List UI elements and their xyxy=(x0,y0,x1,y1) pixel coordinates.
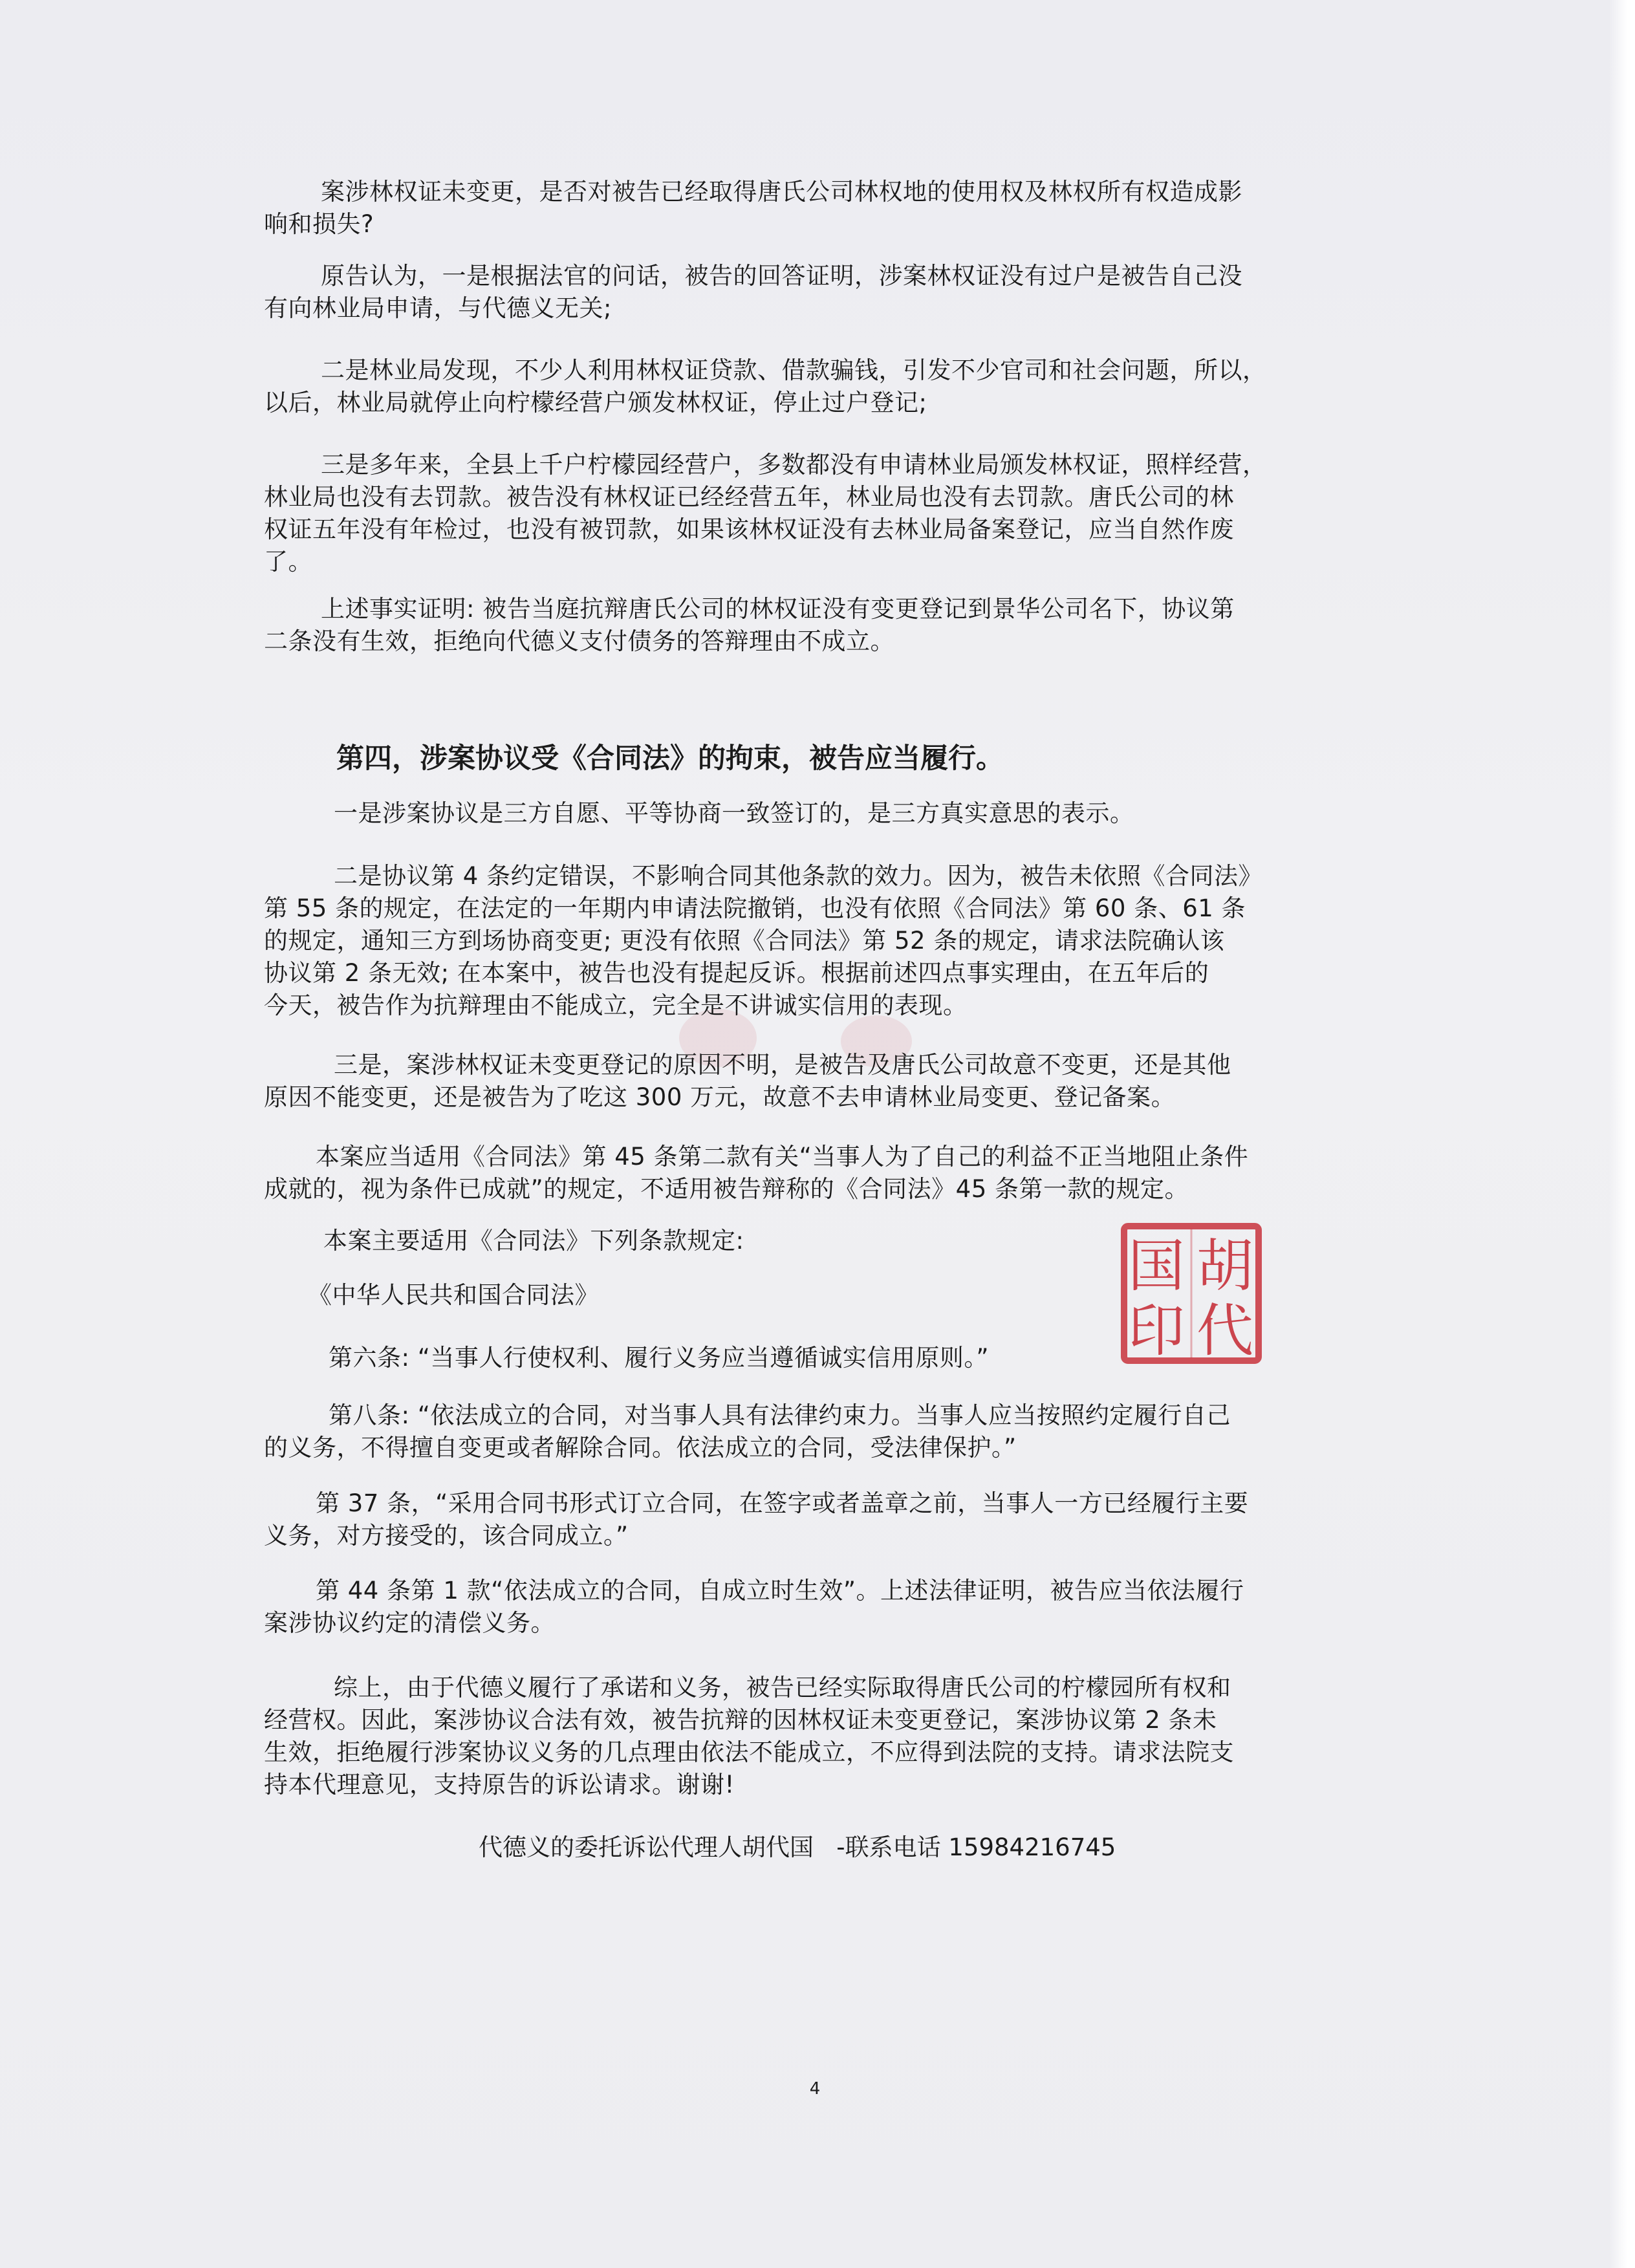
paragraph-13: 第六条: “当事人行使权利、履行义务应当遵循诚实信用原则。” xyxy=(329,1344,990,1372)
paragraph-15: 第 37 条，“采用合同书形式订立合同，在签字或者盖章之前，当事人一方已经履行主要 义务，对方接受的，该合同成立。” xyxy=(264,1489,1249,1550)
page-number: 4 xyxy=(809,2079,821,2099)
page-edge xyxy=(1609,0,1635,2268)
red-seal-stamp xyxy=(1119,1221,1264,1366)
paragraph-10: 本案应当适用《合同法》第 45 条第二款有关“当事人为了自己的利益不正当地阻止条件 成就的，视为条件已成就”的规定，不适用被告辩称的《合同法》45 条第一款的规定。 xyxy=(264,1143,1249,1203)
seal-char: 国 xyxy=(1127,1233,1186,1299)
seal-char: 胡 xyxy=(1196,1233,1254,1299)
seal-char: 印 xyxy=(1127,1297,1186,1364)
signature-line: 代德义的委托诉讼代理人胡代国 -联系电话 15984216745 xyxy=(479,1833,1116,1861)
section-heading: 第四，涉案协议受《合同法》的拘束，被告应当履行。 xyxy=(336,742,1004,775)
seal-char: 代 xyxy=(1196,1297,1254,1364)
paragraph-17: 综上，由于代德义履行了承诺和义务，被告已经实际取得唐氏公司的柠檬园所有权和 经营权。因此，案涉协议合法有效，被告抗辩的因林权证未变更登记，案涉协议第 2 条未 生效，拒绝履行涉案协议义务的几点理由依法不能成立，不应得到法院的支持。请求法院支 持本代理意见，支持原告的诉讼请求。谢谢! xyxy=(264,1674,1234,1798)
paragraph-2: 原告认为，一是根据法官的问话，被告的回答证明，涉案林权证没有过户是被告自己没 有向林业局申请，与代德义无关; xyxy=(264,262,1242,322)
paragraph-5: 上述事实证明: 被告当庭抗辩唐氏公司的林权证没有变更登记到景华公司名下，协议第 二条没有生效，拒绝向代德义支付债务的答辩理由不成立。 xyxy=(264,595,1235,655)
paragraph-11: 本案主要适用《合同法》下列条款规定: xyxy=(323,1227,744,1255)
paragraph-14: 第八条: “依法成立的合同，对当事人具有法律约束力。当事人应当按照约定履行自己 的义务，不得擅自变更或者解除合同。依法成立的合同，受法律保护。” xyxy=(264,1401,1231,1462)
paragraph-3: 二是林业局发现，不少人利用林权证贷款、借款骗钱，引发不少官司和社会问题，所以， 以后，林业局就停止向柠檬经营户颁发林权证，停止过户登记; xyxy=(264,356,1267,416)
paragraph-7: 一是涉案协议是三方自愿、平等协商一致签订的，是三方真实意思的表示。 xyxy=(334,799,1134,827)
paragraph-4: 三是多年来，全县上千户柠檬园经营户，多数都没有申请林业局颁发林权证，照样经营， 林业局也没有去罚款。被告没有林权证已经经营五年，林业局也没有去罚款。唐氏公司的林 权证五年没有年检过，也没有被罚款，如果该林权证没有去林业局备案登记，应当自然作废 了。 xyxy=(264,451,1267,576)
paragraph-16: 第 44 条第 1 款“依法成立的合同，自成立时生效”。上述法律证明，被告应当依法履行 案涉协议约定的清偿义务。 xyxy=(264,1577,1244,1637)
paragraph-8: 二是协议第 4 条约定错误，不影响合同其他条款的效力。因为，被告未依照《合同法》 第 55 条的规定，在法定的一年期内申请法院撤销，也没有依照《合同法》第 60 条、61 条 的规定，通知三方到场协商变更; 更没有依照《合同法》第 52 条的规定，请求法院确认该 协议第 2 条无效; 在本案中，被告也没有提起反诉。根据前述四点事实理由，在五年后的 今天，被告作为抗辩理由不能成立，完全是不讲诚实信用的表现。 xyxy=(264,862,1263,1019)
paragraph-1: 案涉林权证未变更，是否对被告已经取得唐氏公司林权地的使用权及林权所有权造成影 响和损失? xyxy=(264,178,1242,238)
paragraph-12: 《中华人民共和国合同法》 xyxy=(308,1281,599,1309)
paragraph-9: 三是，案涉林权证未变更登记的原因不明，是被告及唐氏公司故意不变更，还是其他 原因不能变更，还是被告为了吃这 300 万元，故意不去申请林业局变更、登记备案。 xyxy=(264,1051,1231,1111)
